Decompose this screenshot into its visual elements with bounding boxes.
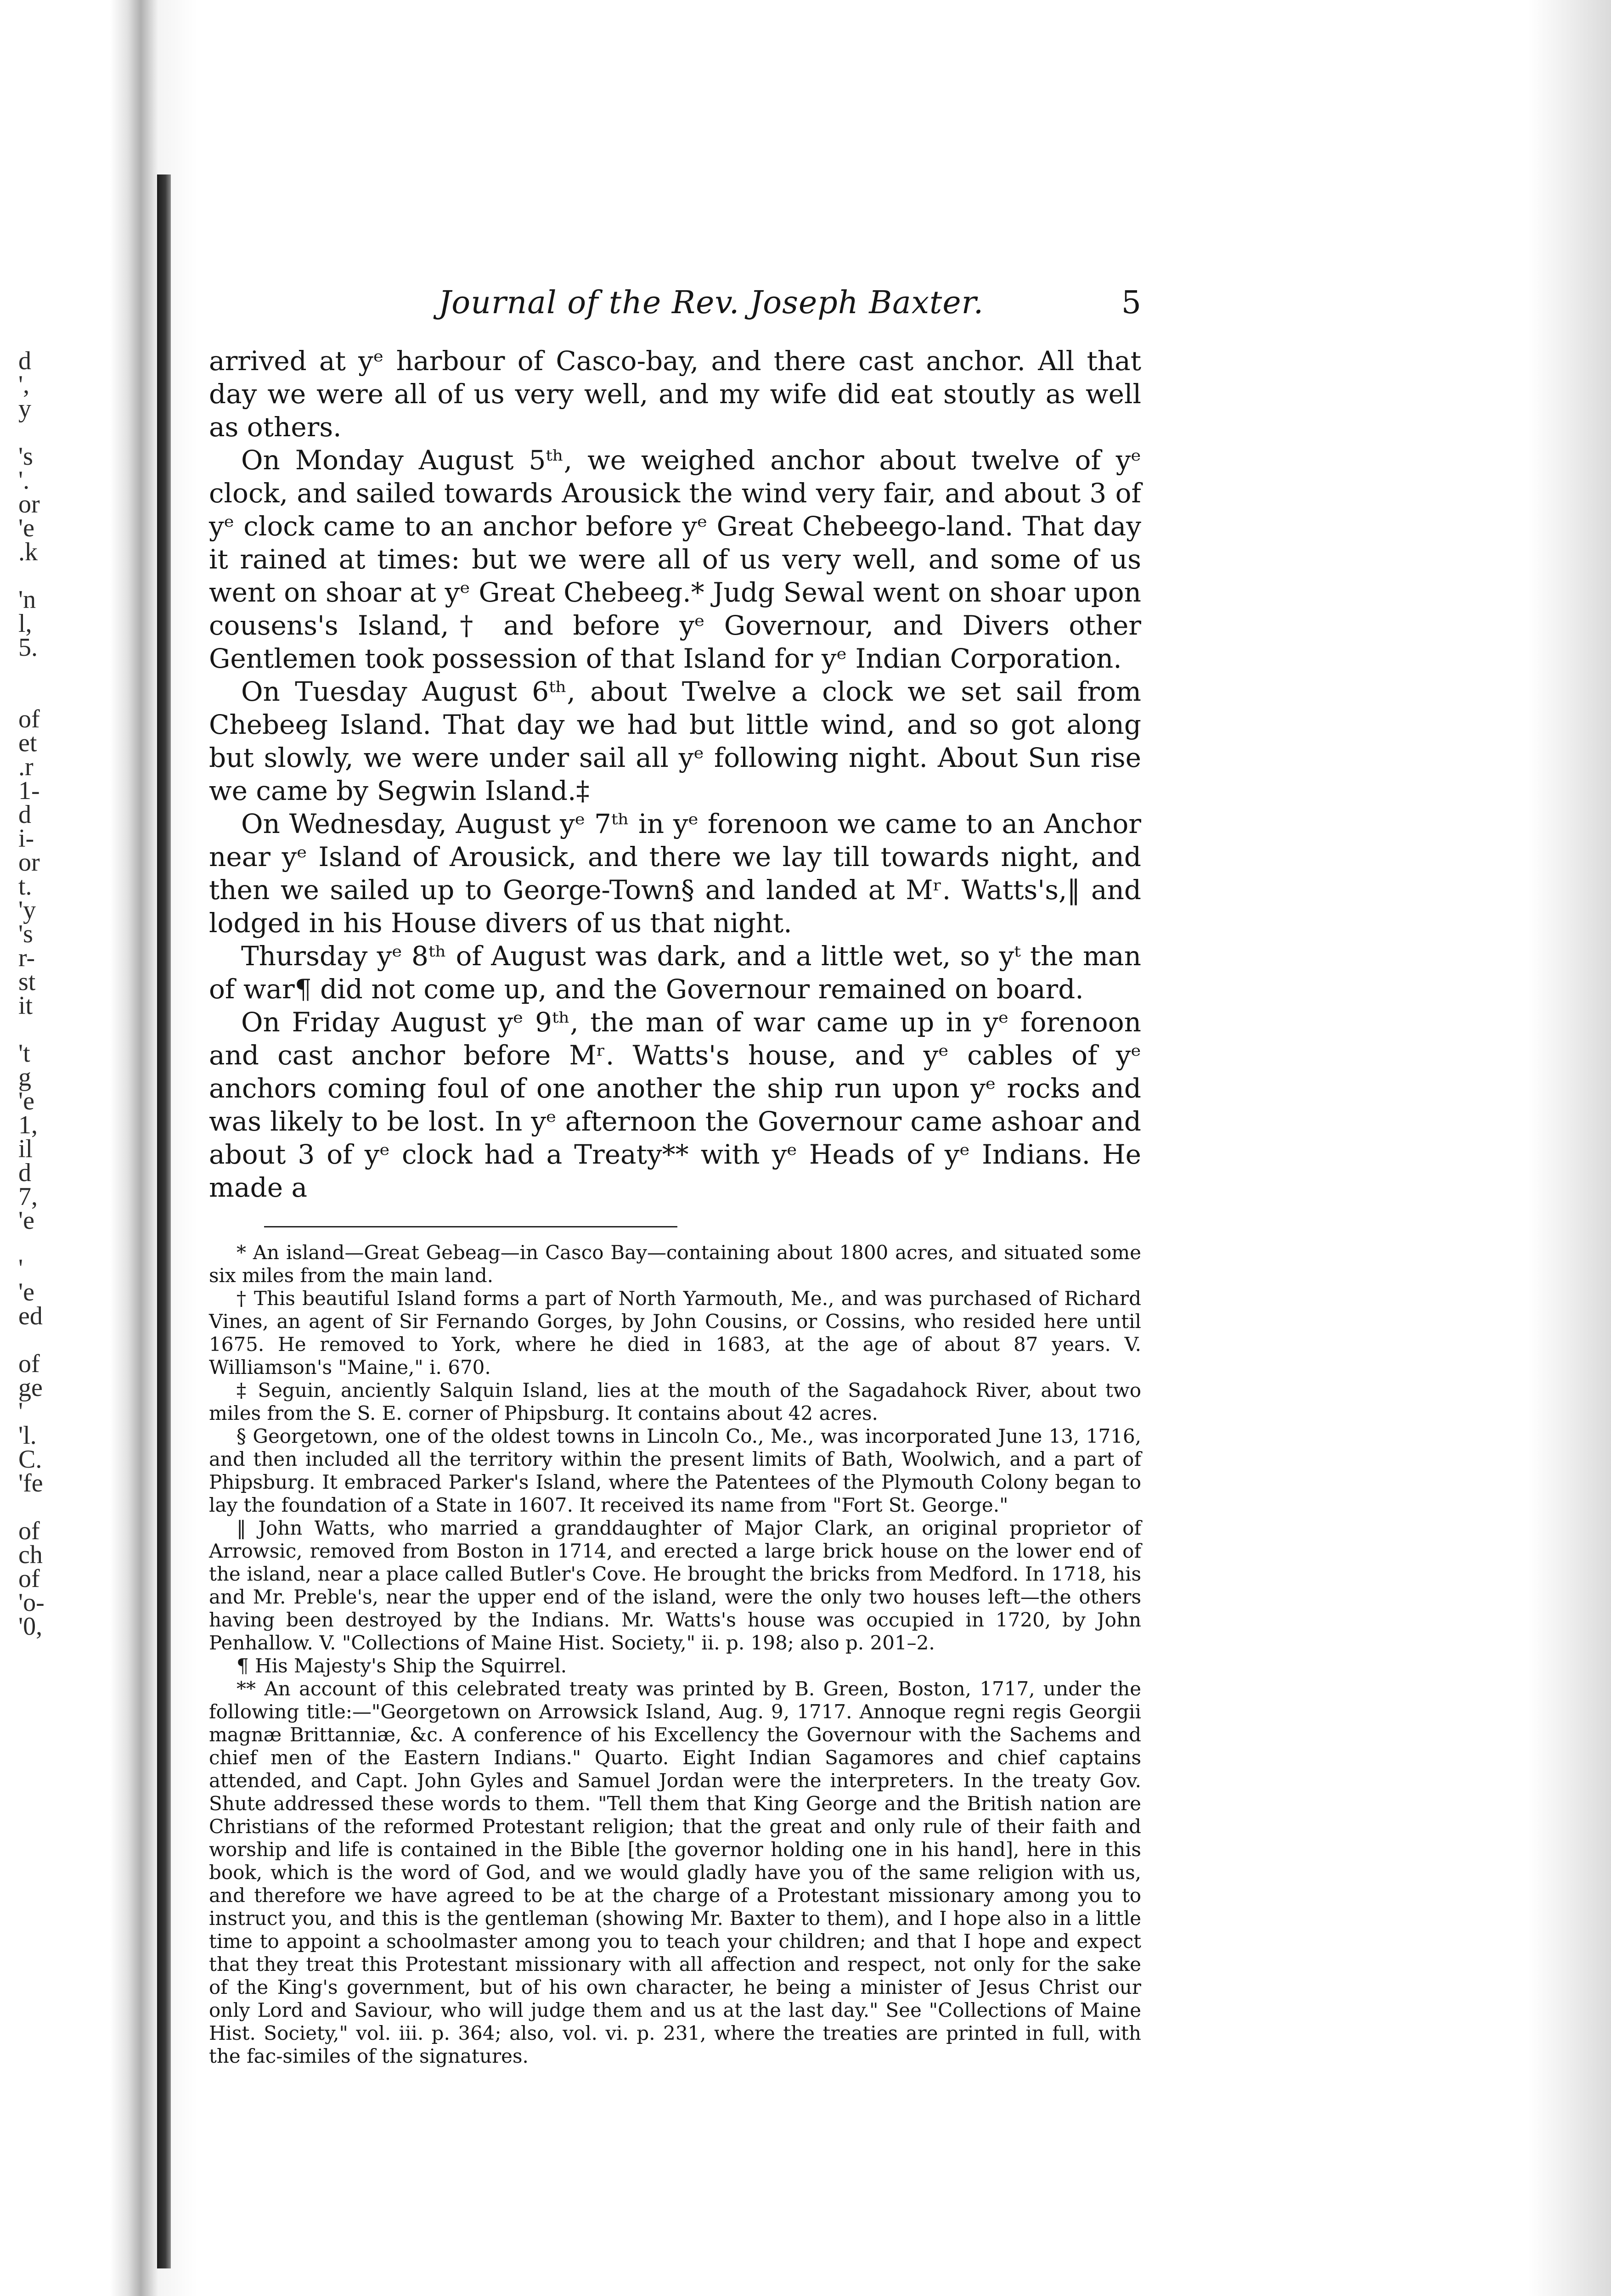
gutter-fragment: 7, [18,1182,38,1211]
gutter-fragment: of [18,705,40,733]
footnote: * An island—Great Gebeag—in Casco Bay—containing about 1800 acres, and situated some six miles from the main land. [209,1241,1141,1287]
gutter-fragment: 'e [18,1278,34,1306]
gutter-fragment: or [18,490,40,518]
gutter-fragment: d [18,800,31,829]
paragraph: Thursday yᵉ 8ᵗʰ of August was dark, and a little wet, so yᵗ the man of war¶ did not come up, and the Governour remained on board. [209,940,1141,1005]
gutter-fragment: ' [18,1397,23,1426]
gutter-fragment [18,1328,83,1352]
binding-shadow [110,0,197,2296]
gutter-fragment: t. [18,872,32,900]
gutter-fragment: it [18,991,33,1020]
gutter-fragment: 'o- [18,1588,45,1617]
gutter-fragment: 'e [18,514,34,542]
left-gutter [0,0,197,2296]
gutter-fragment: ', [18,371,30,399]
gutter-fragment: r- [18,944,35,972]
paragraph: On Monday August 5ᵗʰ, we weighed anchor about twelve of yᵉ clock, and sailed towards Arousick the wind very fair, and about 3 of yᵉ clock came to an anchor before yᵉ Great Chebeego-land. That day it rained at times: but we were all of us very well, and some of us went on shoar at yᵉ Great Chebeeg.* Judg Sewal went on shoar upon cousens's Island,† and before yᵉ Governour, and Divers other Gentlemen took possession of that Island for yᵉ Indian Corporation. [209,445,1141,674]
gutter-fragment: 5. [18,633,38,662]
paragraph: arrived at yᵉ harbour of Casco-bay, and there cast anchor. All that day we were all of us very well, and my wife did eat stoutly as well as others. [209,345,1141,443]
binding-edge [157,174,171,2268]
gutter-fragment: of [18,1564,40,1593]
footnotes [209,1241,1141,2068]
gutter-fragment [18,564,83,588]
right-page-edge [1528,0,1611,2296]
gutter-fragment: il [18,1135,33,1163]
gutter-fragment: 'l. [18,1421,37,1450]
gutter-fragment: 'fe [18,1469,43,1497]
gutter-fragment: et [18,729,37,757]
page-content [209,285,1141,2068]
footnote: ‡ Seguin, anciently Salquin Island, lies at the mouth of the Sagadahock River, about two miles from the S. E. corner of Phipsburg. It contains about 42 acres. [209,1379,1141,1424]
footnote: ** An account of this celebrated treaty was printed by B. Green, Boston, 1717, under the following title:—"Georgetown on Arrowsick Island, Aug. 9, 1717. Annoque regni regis Georgii magnæ Brittanniæ, &c. A conference of his Excellency the Governour with the Sachems and chief men of the Eastern Indians." Quarto. Eight Indian Sagamores and chief captains attended, and Capt. John Gyles and Samuel Jordan were the interpreters. In the treaty Gov. Shute addressed these words to them. "Tell them that King George and the British nation are Christians of the reformed Protestant religion; that the great and only rule of their faith and worship and life is contained in the Bible [the governor holding one in his hand], here in this book, which is the word of God, and we would gladly have you of the same religion with us, and therefore we have agreed to be at the charge of a Protestant missionary among you to instruct you, and this is the gentleman (showing Mr. Baxter to them), and I hope also in a little time to appoint a schoolmaster among you to teach your children; and that I hope and expect that they treat this Protestant missionary with all affection and respect, not only for the sake of the King's government, but of his own character, he being a minister of Jesus Christ our only Lord and Saviour, who will judge them and us at the last day." See "Collections of Maine Hist. Society," vol. iii. p. 364; also, vol. vi. p. 231, where the treaties are printed in full, with the fac-similes of the signatures. [209,1677,1141,2067]
gutter-fragment: of [18,1517,40,1545]
gutter-fragment: d [18,347,31,375]
gutter-fragment: ed [18,1302,43,1330]
paragraph: On Wednesday, August yᵉ 7ᵗʰ in yᵉ forenoon we came to an Anchor near yᵉ Island of Arousick, and there we lay till towards night, and then we sailed up to George-Town§ and landed at Mʳ. Watts's,‖ and lodged in his House divers of us that night. [209,808,1141,939]
gutter-fragment: .k [18,538,38,566]
gutter-fragment: of [18,1350,40,1378]
gutter-fragment: 's [18,920,33,948]
gutter-fragment: ge [18,1373,43,1402]
gutter-fragment: 'e [18,1087,34,1115]
gutter-fragment: i- [18,824,34,853]
gutter-fragment: C. [18,1445,42,1474]
gutter-fragment [18,421,83,445]
gutter-fragment: or [18,848,40,877]
gutter-fragment [18,1018,83,1041]
footnote: § Georgetown, one of the oldest towns in Lincoln Co., Me., was incorporated June 13, 1716, and then included all the territory within the present limits of Bath, Woolwich, and a part of Phipsburg. It embraced Parker's Island, where the Patentees of the Plymouth Colony began to lay the foundation of a State in 1607. It received its name from "Fort St. George." [209,1425,1141,1516]
gutter-fragment: '0, [18,1612,43,1641]
gutter-fragment [18,683,83,707]
footnote: ‖ John Watts, who married a granddaughter of Major Clark, an original proprietor of Arrowsic, removed from Boston in 1714, and erected a large brick house on the lower end of the island, near a place called Butler's Cove. He brought the bricks from Medford. In 1718, his and Mr. Preble's, near the upper end of the island, were the only two houses left—the others having been destroyed by the Indians. Mr. Watts's house was occupied in 1720, by John Penhallow. V. "Collections of Maine Hist. Society," ii. p. 198; also p. 201–2. [209,1517,1141,1654]
gutter-fragment: l, [18,609,32,638]
gutter-fragment: 'y [18,896,36,924]
gutter-fragment: 'e [18,1206,34,1235]
page-number: 5 [1121,285,1141,321]
gutter-fragment: .r [18,753,34,781]
gutter-fragment: ' [18,1254,23,1283]
gutter-fragment: d [18,1159,31,1187]
paragraph: On Friday August yᵉ 9ᵗʰ, the man of war came up in yᵉ forenoon and cast anchor before Mʳ. Watts's house, and yᵉ cables of yᵉ anchors coming foul of one another the ship run upon yᵉ rocks and was likely to be lost. In yᵉ afternoon the Governour came ashoar and about 3 of yᵉ clock had a Treaty** with yᵉ Heads of yᵉ Indians. He made a [209,1007,1141,1203]
gutter-fragment: 1- [18,777,40,805]
gutter-fragment: 'n [18,585,36,614]
gutter-fragment: y [18,394,31,423]
gutter-fragment: 's [18,442,33,471]
body-text [209,344,1141,1204]
footnote-rule [264,1226,677,1227]
running-title: Journal of the Rev. Joseph Baxter. [439,285,984,321]
adjacent-page-fragments [18,347,83,1641]
gutter-fragment: '. [18,466,30,495]
gutter-fragment: 1, [18,1111,38,1139]
gutter-fragment: g [18,1063,31,1092]
footnote: ¶ His Majesty's Ship the Squirrel. [237,1654,567,1677]
paragraph: On Tuesday August 6ᵗʰ, about Twelve a clock we set sail from Chebeeg Island. That day we had but little wind, and so got along but slowly, we were under sail all yᵉ following night. About Sun rise we came by Segwin Island.‡ [209,676,1141,806]
gutter-fragment: 't [18,1039,30,1068]
gutter-fragment: ch [18,1541,43,1569]
gutter-fragment [18,1495,83,1519]
gutter-fragment [18,659,83,683]
gutter-fragment: st [18,968,36,996]
running-head [209,285,1141,344]
footnote: † This beautiful Island forms a part of North Yarmouth, Me., and was purchased of Richard Vines, an agent of Sir Fernando Gorges, by John Cousins, or Cossins, who resided here until 1675. He removed to York, where he died in 1683, at the age of about 87 years. V. Williamson's "Maine," i. 670. [209,1287,1141,1379]
gutter-fragment [18,1232,83,1256]
